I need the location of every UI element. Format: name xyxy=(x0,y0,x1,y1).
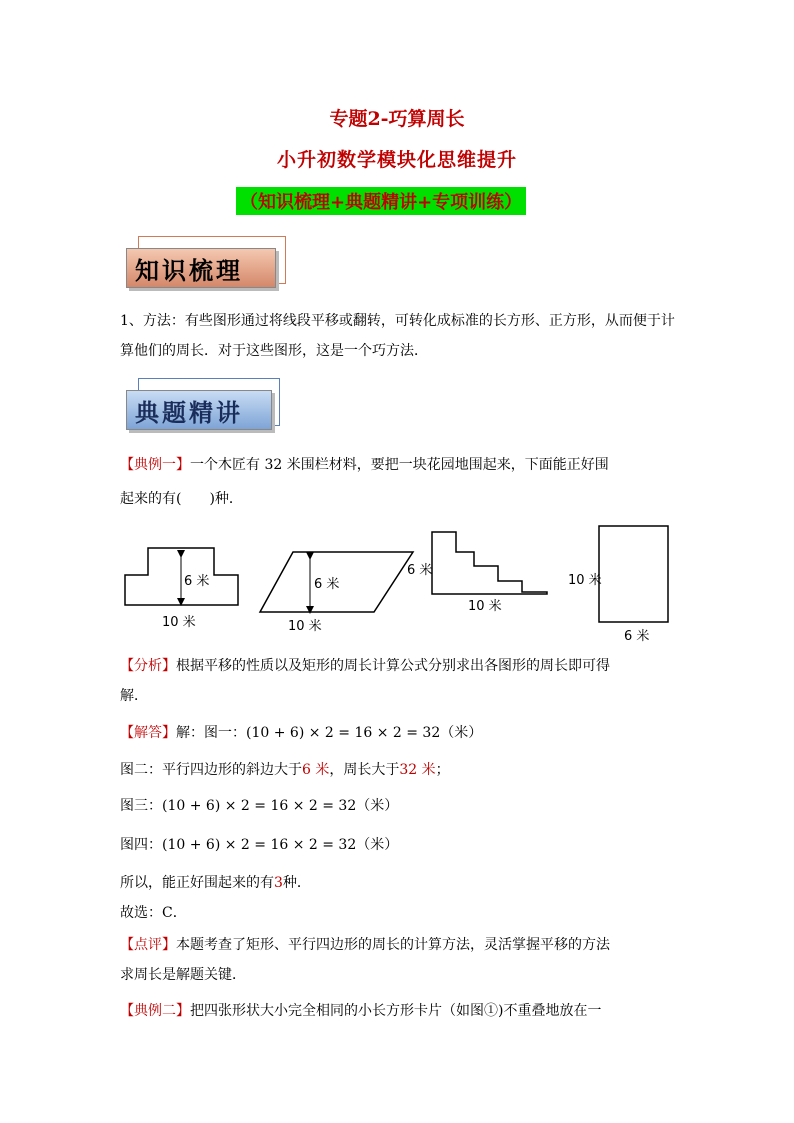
figure2-value-1: 6 米 xyxy=(302,762,330,778)
conclusion-suffix: 种． xyxy=(282,875,311,891)
figure-4 xyxy=(568,526,668,644)
examples-banner: 典题精讲 xyxy=(126,390,272,430)
answer-line-2 xyxy=(120,755,680,785)
analysis-text-1: 根据平移的性质以及矩形的周长计算公式分别求出各图形的周长即可得 xyxy=(176,658,610,674)
document-title: 专题2-巧算周长 xyxy=(329,108,465,130)
example1-figures xyxy=(110,520,690,650)
figure-1-height-label: 6 米 xyxy=(184,574,210,589)
answer-prefix: 解：图一： xyxy=(176,725,246,741)
comment-label: 【点评】 xyxy=(120,937,176,953)
figure-2 xyxy=(260,552,413,634)
figure-3-height-label: 6 米 xyxy=(407,563,433,578)
figure-1 xyxy=(125,548,238,630)
example2-label: 【典例二】 xyxy=(120,1003,190,1019)
figure-2-height-label: 6 米 xyxy=(314,577,340,592)
example1-analysis xyxy=(120,651,680,711)
example1-text-2: 起来的有( )种． xyxy=(120,491,243,507)
conclusion-number: 3 xyxy=(274,875,283,891)
figure-3 xyxy=(407,532,547,614)
figure-2-width-label: 10 米 xyxy=(288,619,322,634)
example1-label: 【典例一】 xyxy=(120,457,190,473)
answer-label: 【解答】 xyxy=(120,725,176,741)
example2-text: 把四张形状大小完全相同的小长方形卡片（如图①)不重叠地放在一 xyxy=(190,1003,602,1019)
conclusion-prefix: 所以，能正好围起来的有 xyxy=(120,875,274,891)
conclusion-line xyxy=(120,868,680,898)
knowledge-banner: 知识梳理 xyxy=(126,248,276,288)
example1-question xyxy=(120,448,680,516)
figure3-prefix: 图三： xyxy=(120,798,162,814)
answer-formula-1: (10 + 6) × 2 = 16 × 2 = 32（米） xyxy=(246,725,483,741)
example1-comment xyxy=(120,930,680,990)
knowledge-paragraph xyxy=(120,306,680,366)
figure-4-width-label: 6 米 xyxy=(624,629,650,644)
example1-text-1: 一个木匠有 32 米围栏材料，要把一块花园地围起来，下面能正好围 xyxy=(190,457,609,473)
figure2-mid: ，周长大于 xyxy=(329,762,400,778)
answer-line-1 xyxy=(120,718,680,748)
figure4-prefix: 图四： xyxy=(120,837,162,853)
figure3-formula: (10 + 6) × 2 = 16 × 2 = 32（米） xyxy=(162,798,399,814)
document-subtitle: 小升初数学模块化思维提升 xyxy=(276,149,517,171)
example2-question xyxy=(120,996,680,1026)
figure2-prefix: 图二：平行四边形的斜边大于 xyxy=(120,762,302,778)
figure-3-width-label: 10 米 xyxy=(468,599,502,614)
figure2-value-2: 32 米 xyxy=(399,762,436,778)
knowledge-line-1: 1、方法：有些图形通过将线段平移或翻转，可转化成标准的长方形、正方形，从而便于计 xyxy=(120,313,675,329)
answer-line-4 xyxy=(120,830,680,860)
answer-line-3 xyxy=(120,791,680,821)
analysis-text-2: 解． xyxy=(120,688,148,704)
figure4-formula: (10 + 6) × 2 = 16 × 2 = 32（米） xyxy=(162,837,399,853)
document-subtitle-highlight: （知识梳理+典题精讲+专项训练） xyxy=(236,187,526,215)
analysis-label: 【分析】 xyxy=(120,658,176,674)
comment-text-2: 求周长是解题关键． xyxy=(120,967,246,983)
comment-text-1: 本题考查了矩形、平行四边形的周长的计算方法，灵活掌握平移的方法 xyxy=(176,937,610,953)
figure-1-width-label: 10 米 xyxy=(162,615,196,630)
figure-4-height-label: 10 米 xyxy=(568,573,602,588)
knowledge-line-2: 算他们的周长．对于这些图形，这是一个巧方法． xyxy=(120,343,428,359)
choice-line: 故选：C． xyxy=(120,905,187,921)
figure2-end: ； xyxy=(435,762,450,778)
